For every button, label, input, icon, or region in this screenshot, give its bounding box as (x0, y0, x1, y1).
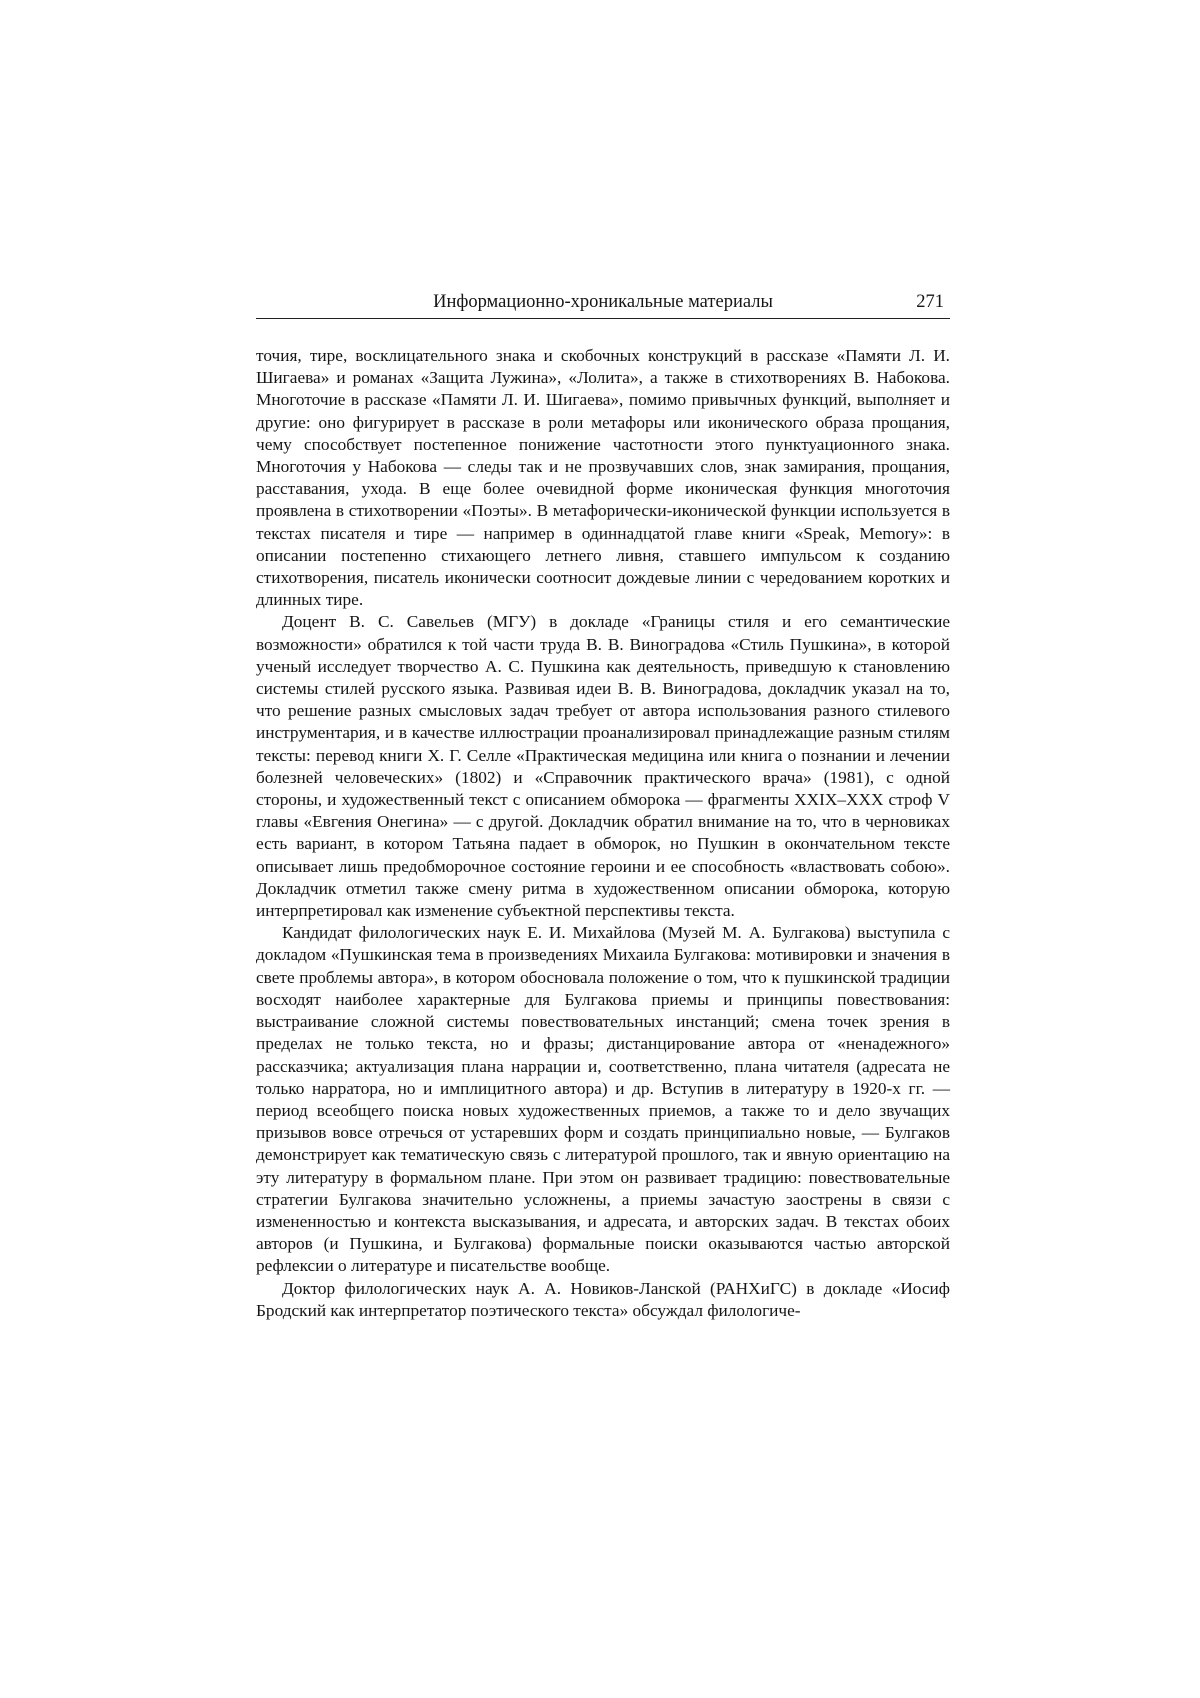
paragraph-savelyev: Доцент В. С. Савельев (МГУ) в докладе «Границы стиля и его семантические возможности» обратился к той части труда В. В. Виноградова «Стиль Пушкина», в которой ученый исследует творчество А. С. Пушкина как деятельность, приведшую к становлению системы стилей русского языка. Развивая идеи В. В. Виноградова, докладчик указал на то, что решение разных смысловых задач требует от автора использования разного стилевого инструментария, и в качестве иллюстрации проанализировал принадлежащие разным стилям тексты: перевод книги Х. Г. Селле «Практическая медицина или книга о познании и лечении болезней человеческих» (1802) и «Справочник практического врача» (1981), с одной стороны, и художественный текст с описанием обморока — фрагменты XXIX–XXX строф V главы «Евгения Онегина» — с другой. Докладчик обратил внимание на то, что в черновиках есть вариант, в котором Татьяна падает в обморок, но Пушкин в окончательном тексте описывает лишь предобморочное состояние героини и ее способность «властвовать собою». Докладчик отметил также смену ритма в художественном описании обморока, которую интерпретировал как изменение субъектной перспективы текста. (256, 612, 950, 921)
paragraph-nabokov-punctuation: точия, тире, восклицательного знака и скобочных конструкций в рассказе «Памяти Л. И. Шигаева» и романах «Защита Лужина», «Лолита», а также в стихотворениях В. Набокова. Многоточие в рассказе «Памяти Л. И. Шигаева», помимо привычных функций, выполняет и другие: оно фигурирует в рассказе в роли метафоры или иконического образа прощания, чему способствует постепенное понижение частотности этого пунктуационного знака. Многоточия у Набокова — следы так и не прозвучавших слов, знак замирания, прощания, расставания, ухода. В еще более очевидной форме иконическая функция многоточия проявлена в стихотворении «Поэты». В метафорически-иконической функции используется в текстах писателя и тире — например в одиннадцатой главе книги «Speak, Memory»: в описании постепенно стихающего летнего ливня, ставшего импульсом к созданию стихотворения, писатель иконически соотносит дождевые линии с чередованием коротких и длинных тире. (256, 346, 950, 610)
page-number: 271 (916, 292, 944, 312)
paragraph-novikov-lanskoy: Доктор филологических наук А. А. Новиков-Ланской (РАНХиГС) в докладе «Иосиф Бродский как интерпретатор поэтического текста» обсуждал филологиче- (256, 1278, 950, 1320)
running-header (256, 290, 950, 319)
header-title: Информационно-хроникальные материалы (433, 292, 773, 312)
article-body (256, 345, 950, 1322)
paragraph-mikhaylova: Кандидат филологических наук Е. И. Михайлова (Музей М. А. Булгакова) выступила с докладом «Пушкинская тема в произведениях Михаила Булгакова: мотивировки и значения в свете проблемы автора», в котором обосновала положение о том, что к пушкинской традиции восходят наиболее характерные для Булгакова приемы и принципы повествования: выстраивание сложной системы повествовательных инстанций; смена точек зрения в пределах не только текста, но и фразы; дистанцирование автора от «ненадежного» рассказчика; актуализация плана наррации и, соответственно, плана читателя (адресата не только нарратора, но и имплицитного автора) и др. Вступив в литературу в 1920-х гг. — период всеобщего поиска новых художественных приемов, а также то и дело звучащих призывов вовсе отречься от устаревших форм и создать принципиально новые, — Булгаков демонстрирует как тематическую связь с литературой прошлого, так и явную ориентацию на эту литературу в формальном плане. При этом он развивает традицию: повествовательные стратегии Булгакова значительно усложнены, а приемы зачастую заострены в связи с измененностью и контекста высказывания, и адресата, и авторских задач. В текстах обоих авторов (и Пушкина, и Булгакова) формальные поиски оказываются частью авторской рефлексии о литературе и писательстве вообще. (256, 923, 950, 1276)
